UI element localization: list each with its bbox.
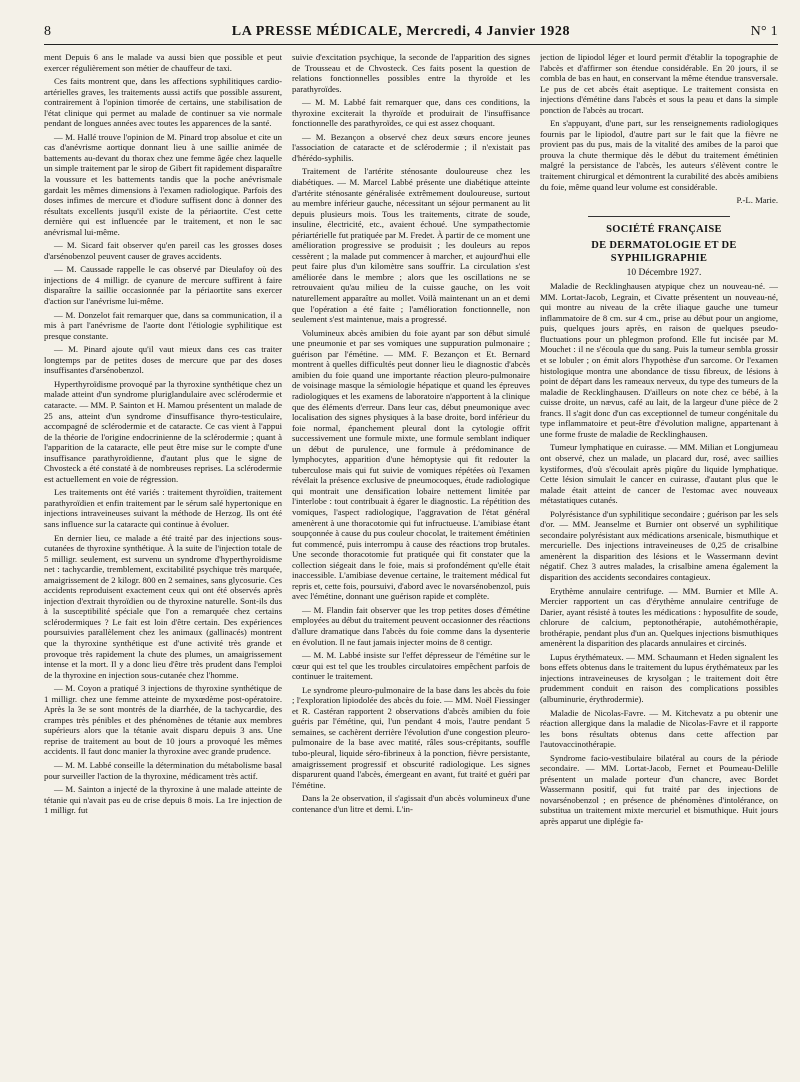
- paragraph: suivie d'excitation psychique, la seconde de l'apparition des signes de Trousseau et de Chvosteck. Ces faits posent la question de relations fonctionnelles possibles entre la thyroïde et les parathyroïdes.: [292, 52, 530, 94]
- paragraph: Le syndrome pleuro-pulmonaire de la base dans les abcès du foie ; l'exploration lipiodolée des abcès du foie. — MM. Noël Fiessinger et R. Castéran rapportent 2 observations d'abcès amibien du foie guéris par l'émétine, qui, l'un pendant 4 mois, l'autre pendant 5 semaines, se cachèrent derrière l'évolution d'une congestion pleuro-pulmonaire de la base avec matité, râles sous-crépitants, souffle tubo-pleural, liquide séro-fibrineux à la ponction, fièvre persistante, amaigrissement progressif et obscurité radiologique. Les signes disparurent quand l'abcès, émergeant en avant, fut traité et guéri par l'émétine.: [292, 684, 530, 790]
- paragraph: — M. M. Labbé conseille la détermination du métabolisme basal pour surveiller l'action de la thyroxine, médicament très actif.: [44, 760, 282, 781]
- paragraph: Maladie de Recklinghausen atypique chez un nouveau-né. — MM. Lortat-Jacob, Legrain, et Civatte présentent un nouveau-né, qui montre au niveau de la crête iliaque gauche une tumeur inflammatoire de 8 cm. sur 4 cm., prise au début pour un angiome, puis, quelques jours après, en raison de quelques pseudo-fluctuations pour un phlegmon profond. Elle fut incisée par M. Mouchet : il ne s'écoula que du sang. Puis la tumeur sembla grossir et se lobuler ; on émit alors l'hypothèse d'un sarcome. Or l'examen histologique montra une abondance de tissu fibreux, de lésions à point de départ dans les rameaux nerveux, du type des tumeurs de la maladie de Recklinghausen. D'ailleurs on note chez ce bébé, à la cuisse droite, un nævus, café au lait, de la largeur d'une pièce de 2 francs. Il s'agit donc d'un cas exceptionnel de tumeur congénitale du type inflammatoire et peut-être d'évolution maligne, appartenant à une forme fruste de maladie de Recklinghausen.: [540, 281, 778, 439]
- paragraph: — M. Coyon a pratiqué 3 injections de thyroxine synthétique de 1 milligr. chez une femme atteinte de myxœdème post-opératoire. Après la 3e se sont montrés de la diarrhée, de la tachycardie, des crampes très pénibles et des phénomènes de tétanie aux membres supérieurs alors que la tétanie avait disparu depuis 3 ans. Une reprise de traitement au bout de 10 jours a provoqué les mêmes accidents. Il faut donc manier la thyroxine avec grande prudence.: [44, 683, 282, 757]
- paragraph: Maladie de Nicolas-Favre. — M. Kitchevatz a pu obtenir une réaction allergique dans la maladie de Nicolas-Favre et il rapporte les bons résultats obtenus dans cette affection par l'autovaccinothérapie.: [540, 707, 778, 750]
- journal-title: LA PRESSE MÉDICALE, Mercredi, 4 Janvier 1928: [231, 24, 571, 39]
- paragraph: — M. Bezançon a observé chez deux sœurs encore jeunes l'association de cataracte et de sclérodermie ; il n'existait pas d'hérédo-syphilis.: [292, 131, 530, 163]
- section-divider: [588, 216, 731, 217]
- paragraph: En dernier lieu, ce malade a été traité par des injections sous-cutanées de thyroxine synthétique. À la suite de l'injection totale de 5 milligr. seulement, est survenu un syndrome d'hyperthyroïdisme net : tachycardie, tremblement, excitabilité psychique très marquée, amaigrissement de 2 kilogr. 800 en 2 semaines, sans glycosurie. Ces accidents reproduisent exactement ceux qui ont été observés après injection d'extrait thyroïdien ou de thyroxine naturelle. Sont-ils dus à la susceptibilité spéciale que l'on a remarquée chez certains sclérodermiques ? Le fait est loin d'être certain. Des expériences poursuivies parallèlement chez les animaux (gallinacés) montrent que la thyroxine synthétique est d'une activité très grande et provoque très rapidement la chute des plumes, un amaigrissement intense et la mort. Il y a donc lieu d'être très prudent dans l'emploi de la thyroxine en injection sous-cutanée chez l'homme.: [44, 532, 282, 680]
- paragraph: jection de lipiodol léger et lourd permit d'établir la topographie de l'abcès et d'affirmer son étendue considérable. En 20 jours, il se combla de bas en haut, en conservant la même étendue transversale. Le pus de cet abcès était aseptique. Le traitement consista en injections d'émétine dans l'abcès et sous la peau et dans la simple ponction de l'abcès au trocart.: [540, 52, 778, 115]
- text-columns: [44, 52, 778, 1076]
- society-heading-line2: DE DERMATOLOGIE ET DE SYPHILIGRAPHIE: [591, 239, 737, 264]
- column-3: [540, 52, 778, 1076]
- paragraph: Les traitements ont été variés : traitement thyroïdien, traitement parathyroïdien et enfin traitement par le sérum salé hypertonique en injections intraveineuses suivant la méthode de Herzog. Ils ont été sans influence sur la cataracte qui continue à évoluer.: [44, 487, 282, 529]
- paragraph: — M. Hallé trouve l'opinion de M. Pinard trop absolue et cite un cas d'anévrisme aortique donnant lieu à une saillie animée de battements au-devant du thorax chez une femme âgée chez laquelle un simple traitement par le sirop de Gibert fit rapidement disparaître la voussure et les battements tandis que la poche anévrismale gardait les mêmes dimensions à l'examen radiologique. Parfois des doses infimes de mercure et d'iodure suffisent donc à donner des résultats excellents jusqu'il existe de la périaortite. C'est cette dernière qui est influencée par le traitement, et non le sac anévrismal lui-même.: [44, 131, 282, 237]
- paragraph: Polyrésistance d'un syphilitique secondaire ; guérison par les sels d'or. — MM. Jeanselme et Burnier ont observé un syphilitique secondaire polyrésistant aux médications arsenicale, bismuthique et mercurielle. Des injections intraveineuses de 0,25 de crisalbine amenèrent la disparition des lésions et le Wassermann devint négatif. Chez 3 autres malades, la crisalbine amena également la disparition des accidents secondaires contagieux.: [540, 508, 778, 582]
- paragraph: Dans la 2e observation, il s'agissait d'un abcès volumineux d'une contenance d'un litre et demi. L'in-: [292, 793, 530, 814]
- society-heading-line1: SOCIÉTÉ FRANÇAISE: [606, 223, 722, 235]
- page-number: 8: [44, 24, 52, 39]
- paragraph: — M. Sainton a injecté de la thyroxine à une malade atteinte de tétanie qui n'avait pas eu de crise depuis 8 mois. La 1re injection de 1 milligr. fut: [44, 784, 282, 816]
- issue-number: N° 1: [750, 24, 778, 39]
- paragraph: — M. Caussade rappelle le cas observé par Dieulafoy où des injections de 4 milligr. de cyanure de mercure suffirent à faire disparaître la saillie occasionnée par la périaortite sans exercer d'action sur l'anévrisme lui-même.: [44, 264, 282, 307]
- paragraph: En s'appuyant, d'une part, sur les renseignements radiologiques fournis par le lipiodol, d'autre part sur le fait que la fièvre ne provient pas du pus, mais de la vitalité des amibes de la paroi que prouva la chute thermique dès le début du traitement émétinien malgré la persistance de l'abcès, les auteurs s'élèvent contre le traitement chirurgical et démontrent la curabilité des abcès amibiens du foie, même quand leur volume est considérable.: [540, 118, 778, 192]
- paragraph: — M. Flandin fait observer que les trop petites doses d'émétine employées au début du traitement peuvent occasionner des réactions d'allure dramatique dans l'abcès du foie comme dans la dysenterie en évolution. Il ne faut jamais injecter moins de 8 centigr.: [292, 604, 530, 647]
- paragraph: Volumineux abcès amibien du foie ayant par son début simulé une pneumonie et par ses vomiques une suppuration pulmonaire ; guérison par l'émétine. — MM. F. Bezançon et Et. Bernard montrent à quelles difficultés peut donner lieu le diagnostic d'abcès amibien du foie quand une importante réaction pleuro-pulmonaire de voisinage masque la sémiologie hépatique et quand les épreuves radiologiques et les examens de laboratoire n'apportent à la clinique que des éléments d'erreur. Dans leur cas, début pneumonique avec localisation des signes physiques à la base droite, bord inférieur du foie normal, épanchement pleural dont la cytologie offrit successivement une formule mixte, une formule semblant indiquer un début de purulence, une formule à prédominance de lymphocytes, apparition d'une hémoptysie qui fit redouter la tuberculose mais qui fut suivie de vomiques répétées où l'examen révélait la présence exclusive de pneumocoques, étude radiologique qui montrait une densification lobaire nettement limitée par l'interlobe : tout contribuait à égarer le diagnostic. La répétition des vomiques, l'aspect radiologique, l'aggravation de l'état général amenèrent à une thoracotomie qui fut infructueuse. L'amibiase étant soupçonnée à cause du pus couleur chocolat, le traitement émétinien fut commencé, puis interrompu à cause des réactions trop brutales. Une seconde thoracotomie fut pratiquée qui fit constater que la collection siégeait dans le foie, mais si profondément qu'elle était inaccessible. L'amibiase devenue certaine, le traitement médical fut repris et, cette fois, poursuivi, d'abord avec le novarsénobenzol, puis avec l'émétine, donnant une guérison rapide et complète.: [292, 327, 530, 602]
- paragraph: Traitement de l'artérite sténosante douloureuse chez les diabétiques. — M. Marcel Labbé présente une diabétique atteinte d'artérite sténosante généralisée extrêmement douloureuse, surtout au membre inférieur gauche, nécessitant un séjour permanent au lit depuis plusieurs mois. Tous les traitements, citrate de soude, insuline, électricité, etc., avaient échoué. Une sympathectomie périartérielle fut pratiquée par M. Fredet. À partir de ce moment une amélioration progressive se produisit ; les douleurs au repos cessèrent ; la malade put commencer à marcher, et aujourd'hui elle peut faire plus d'un kilomètre sans souffrir. La circulation s'est améliorée dans le membre ; alors que les oscillations ne se retrouvaient qu'au milieu de la cuisse gauche, on les voit naturellement apparaître au mollet. Voilà maintenant un an et demi que l'opération a été faite ; l'amélioration fonctionnelle, non seulement s'est maintenue, mais a progressé.: [292, 166, 530, 325]
- session-date: 10 Décembre 1927.: [626, 267, 702, 278]
- paragraph: — M. M. Labbé insiste sur l'effet dépresseur de l'émétine sur le cœur qui est tel que les troubles circulatoires empêchent parfois de continuer le traitement.: [292, 650, 530, 682]
- paragraph: Syndrome facio-vestibulaire bilatéral au cours de la période secondaire. — MM. Lortat-Jacob, Fernet et Poumeau-Delille présentent un malade porteur d'un chancre, avec Bordet Wassermann positif, qui fut traité par des injections de novarsénobenzol ; en présence de phénomènes d'intolérance, on substitua un traitement mixte mercuriel et bismuthique. Huit jours après apparut une diplégie fa-: [540, 752, 778, 826]
- paragraph: Erythème annulaire centrifuge. — MM. Burnier et Mlle A. Mercier rapportent un cas d'érythème annulaire centrifuge de Darier, ayant résisté à toutes les médications : hyposulfite de soude, chlorure de calcium, peptonothérapie, autohémothérapie, brothérapie, pendant plus d'un an. Quelques injections bismuthiques amenèrent la disparition des placards annulaires et circinés.: [540, 585, 778, 649]
- paragraph: ment Depuis 6 ans le malade va aussi bien que possible et peut exercer régulièrement son métier de chauffeur de taxi.: [44, 52, 282, 73]
- paragraph: Hyperthyroïdisme provoqué par la thyroxine synthétique chez un malade atteint d'un syndrome pluriglandulaire avec sclérodermie et cataracte. — MM. P. Sainton et H. Mamou présentent un malade de 25 ans, atteint d'un syndrome d'insuffisance thyro-testiculaire, accompagné de sclérodermie et de cataracte. Ce cas vient à l'appui de la théorie de l'origine endocrinienne de la sclérodermie ; quant à l'apparition de la cataracte, elle peut être mise sur le compte d'une insuffisance parathyroïdienne, d'autant plus que le signe de Chvosteck a été constaté à de nombreuses reprises. La sclérodermie est actuellement en voie de régression.: [44, 378, 282, 484]
- paragraph: Lupus érythémateux. — MM. Schaumann et Heden signalent les bons effets obtenus dans le traitement du lupus érythémateux par les injections intraveineuses de krysolgan ; le traitement doit être prudemment conduit en raison des complications possibles (albuminurie, érythrodermie).: [540, 651, 778, 704]
- column-2: [292, 52, 530, 1076]
- column-1: [44, 52, 282, 1076]
- paragraph: Ces faits montrent que, dans les affections syphilitiques cardio-artérielles graves, les traitements aussi actifs que possible assurent, contrairement à l'opinion timorée de certains, une stabilisation de l'état clinique qui permet au malade de continuer sa vie normale pendant de longues années avec toutes les apparences de la santé.: [44, 76, 282, 129]
- paragraph: — M. Sicard fait observer qu'en pareil cas les grosses doses d'arsénobenzol peuvent causer de graves accidents.: [44, 240, 282, 261]
- paragraph: — M. Pinard ajoute qu'il vaut mieux dans ces cas traiter longtemps par de petites doses de mercure que par des doses insuffisantes d'arsénobenzol.: [44, 344, 282, 376]
- paragraph: — M. M. Labbé fait remarquer que, dans ces conditions, la thyroxine exciterait la thyroïde et produirait de l'insuffisance fonctionnelle des parathyroïdes, ce qui est assez choquant.: [292, 97, 530, 129]
- paragraph: — M. Donzelot fait remarquer que, dans sa communication, il a mis à part l'anévrisme de l'aorte dont l'étiologie syphilitique est presque constante.: [44, 309, 282, 341]
- page-header: [44, 20, 778, 45]
- author-signature: P.-L. Marie.: [736, 195, 778, 206]
- paragraph: Tumeur lymphatique en cuirasse. — MM. Milian et Longjumeau ont observé, chez un malade, un placard dur, rosé, avec saillies kystiformes, d'où s'écoulait après piqûre du liquide lymphatique. Cette lésion simulait le cancer en cuirasse, d'autant plus que le malade était atteint de cancer de l'estomac avec nouveaux métastatiques cutanés.: [540, 442, 778, 506]
